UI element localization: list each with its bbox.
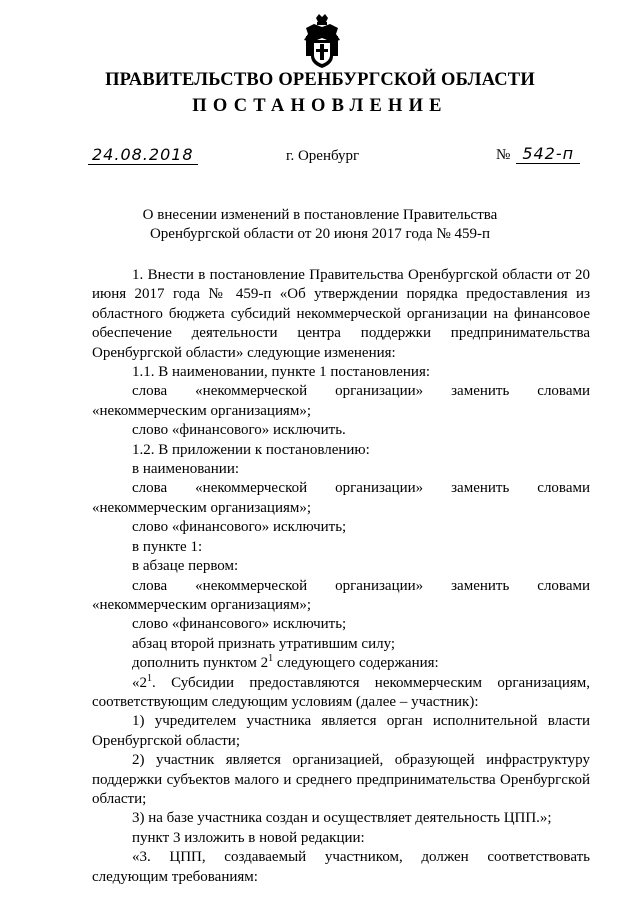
document-city: г. Оренбург: [286, 148, 360, 164]
number-label: №: [496, 147, 511, 163]
document-subject: [120, 206, 520, 244]
paragraph: 1. Внести в постановление Правительства Оренбургской области от 20 июня 2017 года № 459-п «Об утверждении порядка предоставления из областного бюджета субсидий некоммерческой организации на финансовое обеспечение деятельности центра поддержки предпринимательства Оренбургской области» следующие изменения:: [92, 267, 590, 361]
paragraph: 1) учредителем участника является орган исполнительной власти Оренбургской области;: [92, 713, 590, 749]
paragraph: слово «финансового» исключить.: [132, 422, 346, 439]
superscript: 1: [268, 653, 274, 665]
paragraph-text: «2: [132, 674, 147, 691]
paragraph: 1.1. В наименовании, пункте 1 постановления:: [132, 364, 431, 381]
paragraph: [92, 654, 590, 673]
paragraph: [92, 674, 590, 713]
coat-of-arms-icon: [302, 12, 342, 70]
paragraph: в пункте 1:: [132, 538, 203, 555]
paragraph: слово «финансового» исключить;: [132, 616, 347, 633]
paragraph: слова «некоммерческой организации» заменить словами «некоммерческим организациям»;: [92, 577, 590, 613]
paragraph-text: следующего содержания:: [273, 655, 439, 672]
paragraph: 3) на базе участника создан и осуществляет деятельность ЦПП.»;: [132, 810, 552, 827]
government-title: ПРАВИТЕЛЬСТВО ОРЕНБУРГСКОЙ ОБЛАСТИ: [105, 70, 535, 90]
paragraph: 2) участник является организацией, образующей инфраструктуру поддержки субъектов малого и среднего предпринимательства Оренбургской области;: [92, 752, 590, 807]
paragraph: абзац второй признать утратившим силу;: [132, 635, 396, 652]
subject-line: Оренбургской области от 20 июня 2017 года № 459-п: [149, 226, 491, 242]
document-type: ПОСТАНОВЛЕНИЕ: [192, 96, 448, 116]
superscript: 1: [147, 672, 152, 684]
paragraph: 1.2. В приложении к постановлению:: [132, 441, 370, 458]
paragraph: слово «финансового» исключить;: [132, 519, 347, 536]
number-value: 542-п: [516, 144, 580, 164]
document-body: [92, 266, 590, 887]
paragraph-text: . Субсидии предоставляются некоммерческим организациям, соответствующим следующим условиям (далее – участник):: [92, 674, 590, 710]
paragraph: слова «некоммерческой организации» заменить словами «некоммерческим организациям»;: [92, 480, 590, 516]
paragraph: пункт 3 изложить в новой редакции:: [132, 829, 365, 846]
paragraph: в абзаце первом:: [132, 558, 239, 575]
paragraph: слова «некоммерческой организации» заменить словами «некоммерческим организациям»;: [92, 383, 590, 419]
document-date: 24.08.2018: [88, 145, 198, 165]
paragraph-text: дополнить пунктом 2: [132, 655, 269, 672]
paragraph: в наименовании:: [132, 461, 240, 478]
document-number: [496, 144, 580, 164]
subject-line: О внесении изменений в постановление Правительства: [142, 207, 498, 223]
paragraph: «3. ЦПП, создаваемый участником, должен соответствовать следующим требованиям:: [92, 849, 590, 885]
